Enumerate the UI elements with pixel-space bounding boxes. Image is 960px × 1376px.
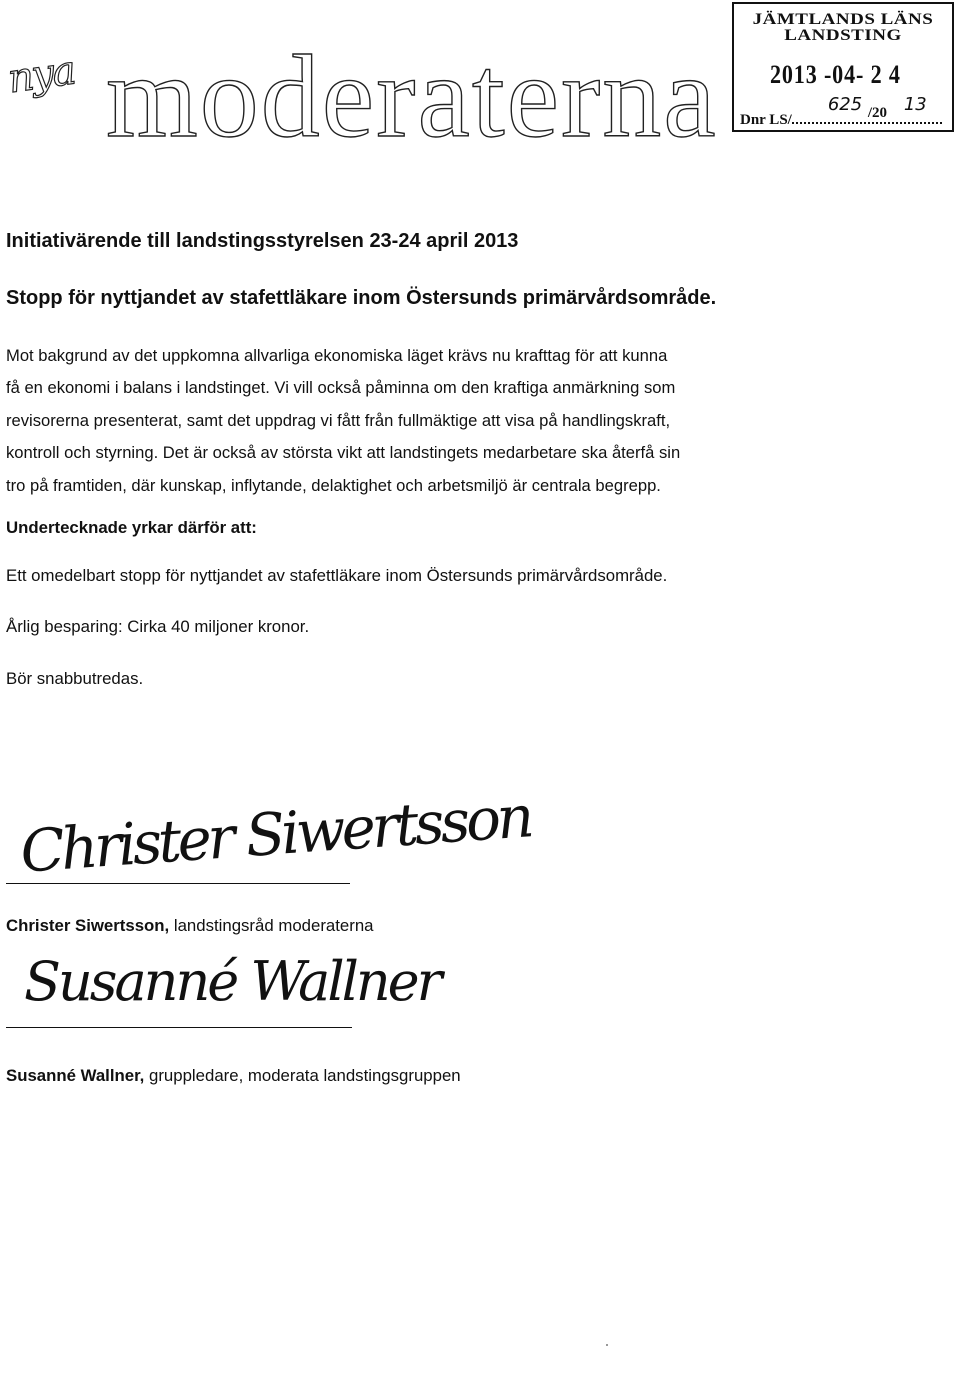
subject-heading: Stopp för nyttjandet av stafettläkare inom Östersunds primärvårdsområde.: [6, 287, 717, 309]
signer-caption: [6, 1066, 461, 1086]
logo-wordmark: moderaterna: [106, 31, 718, 162]
signature-line: [6, 883, 350, 884]
initiative-heading: Initiativärende till landstingsstyrelsen 23-24 april 2013: [6, 230, 519, 252]
stamp-dnr-year-label: /20: [867, 105, 887, 121]
body-paragraph: [6, 340, 946, 502]
signer-title: landstingsråd moderaterna: [169, 916, 374, 935]
handwritten-signature: Christer Siwertsson: [18, 782, 533, 886]
signer-name: Susanné Wallner,: [6, 1066, 145, 1085]
stamp-org-line2: LANDSTING: [784, 26, 902, 45]
stamp-date: 2013 -04- 2 4: [770, 60, 901, 89]
scan-speck: [606, 1344, 608, 1346]
paragraph-line: få en ekonomi i balans i landstinget. Vi vill också påminna om den kraftiga anmärkning som: [6, 378, 676, 398]
logo-script-text: nya: [5, 47, 78, 103]
stamp-dnr-year: 13: [903, 94, 927, 115]
stamp-org-line1: JÄMTLANDS LÄNS: [752, 10, 934, 29]
stamp-dnr: [740, 94, 942, 129]
paragraph-line: revisorerna presenterat, samt det uppdrag vi fått från fullmäktige att visa på handlingskraft,: [6, 410, 671, 430]
demand-investigate: Bör snabbutredas.: [6, 669, 144, 688]
paragraph-line: tro på framtiden, där kunskap, inflytande, delaktighet och arbetsmiljö är centrala begrepp.: [6, 475, 661, 495]
signer-title: gruppledare, moderata landstingsgruppen: [144, 1066, 461, 1085]
paragraph-line: kontroll och styrning. Det är också av största vikt att landstingets medarbetare ska återfå sin: [6, 443, 681, 463]
signer-caption: [6, 916, 374, 936]
registration-stamp: [732, 2, 954, 132]
signature-line: [6, 1027, 352, 1028]
handwritten-signature: Susanné Wallner: [24, 950, 440, 1013]
paragraph-line: Mot bakgrund av det uppkomna allvarliga ekonomiska läget krävs nu krafttag för att kunna: [6, 346, 668, 365]
stamp-dnr-field: [792, 94, 942, 124]
moderaterna-logo: [5, 31, 718, 168]
demands-heading: Undertecknade yrkar därför att:: [6, 518, 257, 537]
stamp-dnr-label: Dnr LS/: [740, 112, 792, 128]
demand-savings: Årlig besparing: Cirka 40 miljoner kronor.: [6, 617, 310, 636]
demand-stop: Ett omedelbart stopp för nyttjandet av stafettläkare inom Östersunds primärvårdsområde.: [6, 566, 668, 585]
stamp-dnr-number: 625: [827, 94, 863, 115]
signer-name: Christer Siwertsson,: [6, 916, 170, 935]
